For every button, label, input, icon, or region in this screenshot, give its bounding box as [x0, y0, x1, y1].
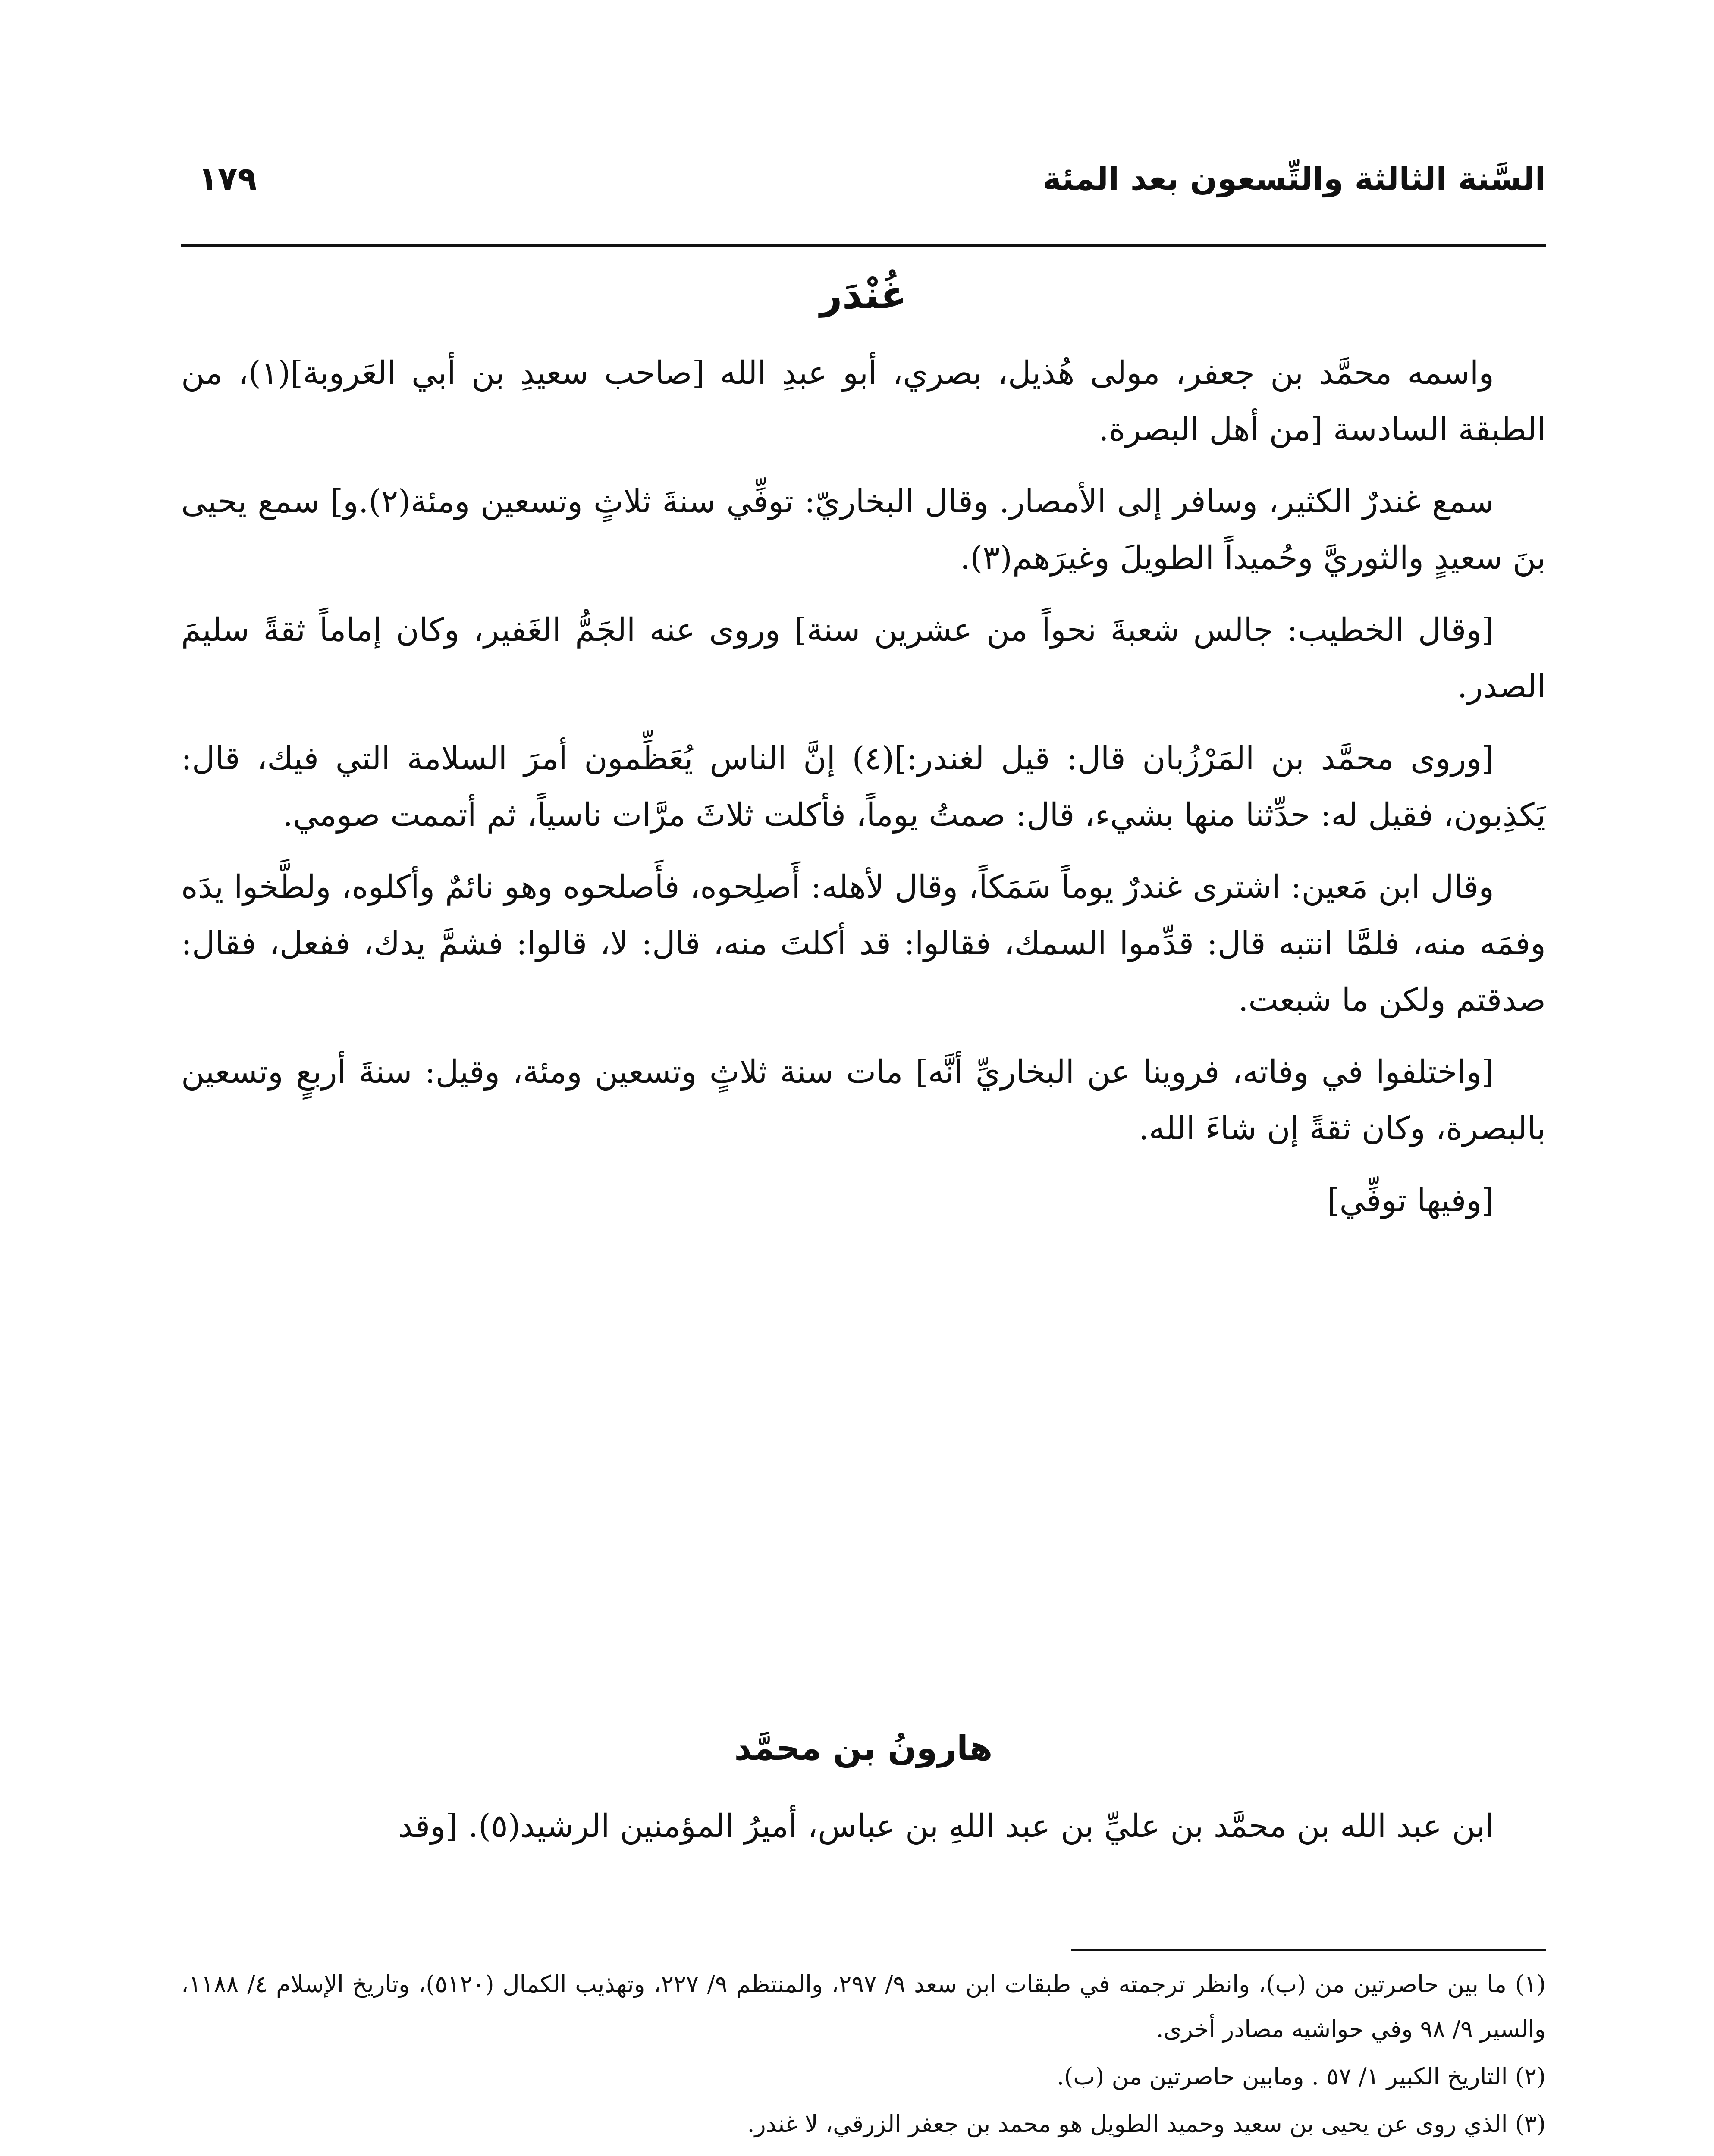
- paragraph: [وروى محمَّد بن المَرْزُبان قال: قيل لغندر:](٤) إنَّ الناس يُعَظِّمون أمرَ السلامة التي فيك، قال: يَكذِبون، فقيل له: حدِّثنا منها بشيء، قال: صمتُ يوماً، فأكلت ثلاثَ مرَّات ناسياً، ثم أتممت صومي.: [181, 740, 1546, 834]
- paragraph: [وفيها توفِّي]: [1327, 1182, 1494, 1219]
- paragraph: سمع غندرٌ الكثير، وسافر إلى الأمصار. وقال البخاريّ: توفِّي سنةَ ثلاثٍ وتسعين ومئة(٢).و] سمع يحيى بنَ سعيدٍ والثوريَّ وحُميداً الطويلَ وغيرَهم(٣).: [181, 483, 1546, 577]
- footnote: (٢) التاريخ الكبير ١/ ٥٧ . ومابين حاصرتين من (ب).: [1057, 2063, 1546, 2090]
- footnote: [181, 2149, 1546, 2156]
- header-rule: [181, 244, 1546, 247]
- paragraph: واسمه محمَّد بن جعفر، مولى هُذيل، بصري، أبو عبدِ الله [صاحب سعيدِ بن أبي العَروبة](١)، من الطبقة السادسة [من أهل البصرة.: [181, 354, 1546, 448]
- page-header: [181, 147, 1546, 220]
- paragraph: وقال ابن مَعين: اشترى غندرٌ يوماً سَمَكاً، وقال لأهله: أَصلِحوه، فأَصلحوه وهو نائمٌ وأكلوه، ولطَّخوا يدَه وفمَه منه، فلمَّا انتبه قال: قدِّموا السمك، فقالوا: قد أكلتَ منه، قال: لا، قالوا: فشمَّ يدك، ففعل، فقال: صدقتم ولكن ما شبعت.: [181, 868, 1546, 1018]
- footnotes: [181, 1962, 1546, 2156]
- entry-title-harun: هارونُ بن محمَّد: [734, 1729, 993, 1768]
- entry-body-harun: [181, 1798, 1546, 1870]
- paragraph: [وقال الخطيب: جالس شعبةَ نحواً من عشرين سنة] وروى عنه الجَمُّ الغَفير، وكان إماماً ثقةً سليمَ الصدر.: [181, 611, 1546, 705]
- footnote: (١) ما بين حاصرتين من (ب)، وانظر ترجمته في طبقات ابن سعد ٩/ ٢٩٧، والمنتظم ٩/ ٢٢٧، وتهذيب الكمال (٥١٢٠)، وتاريخ الإسلام ٤/ ١١٨٨، والسير ٩/ ٩٨ وفي حواشيه مصادر أخرى.: [181, 1971, 1546, 2043]
- entry-title-ghundar: غُنْدَر: [819, 273, 907, 318]
- running-title: السَّنة الثالثة والتِّسعون بعد المئة: [1042, 160, 1546, 197]
- footnote-rule: [1071, 1949, 1546, 1951]
- page-number: ١٧٩: [198, 160, 257, 197]
- entry-body-ghundar: [181, 345, 1546, 1244]
- footnote: (٣) الذي روى عن يحيى بن سعيد وحميد الطويل هو محمد بن جعفر الزرقي، لا غندر.: [747, 2110, 1546, 2137]
- paragraph: ابن عبد الله بن محمَّد بن عليِّ بن عبد اللهِ بن عباس، أميرُ المؤمنين الرشيد(٥). [وقد: [398, 1808, 1494, 1845]
- paragraph: [واختلفوا في وفاته، فروينا عن البخاريِّ أنَّه] مات سنة ثلاثٍ وتسعين ومئة، وقيل: سنةَ أربعٍ وتسعين بالبصرة، وكان ثقةً إن شاءَ الله.: [181, 1053, 1546, 1147]
